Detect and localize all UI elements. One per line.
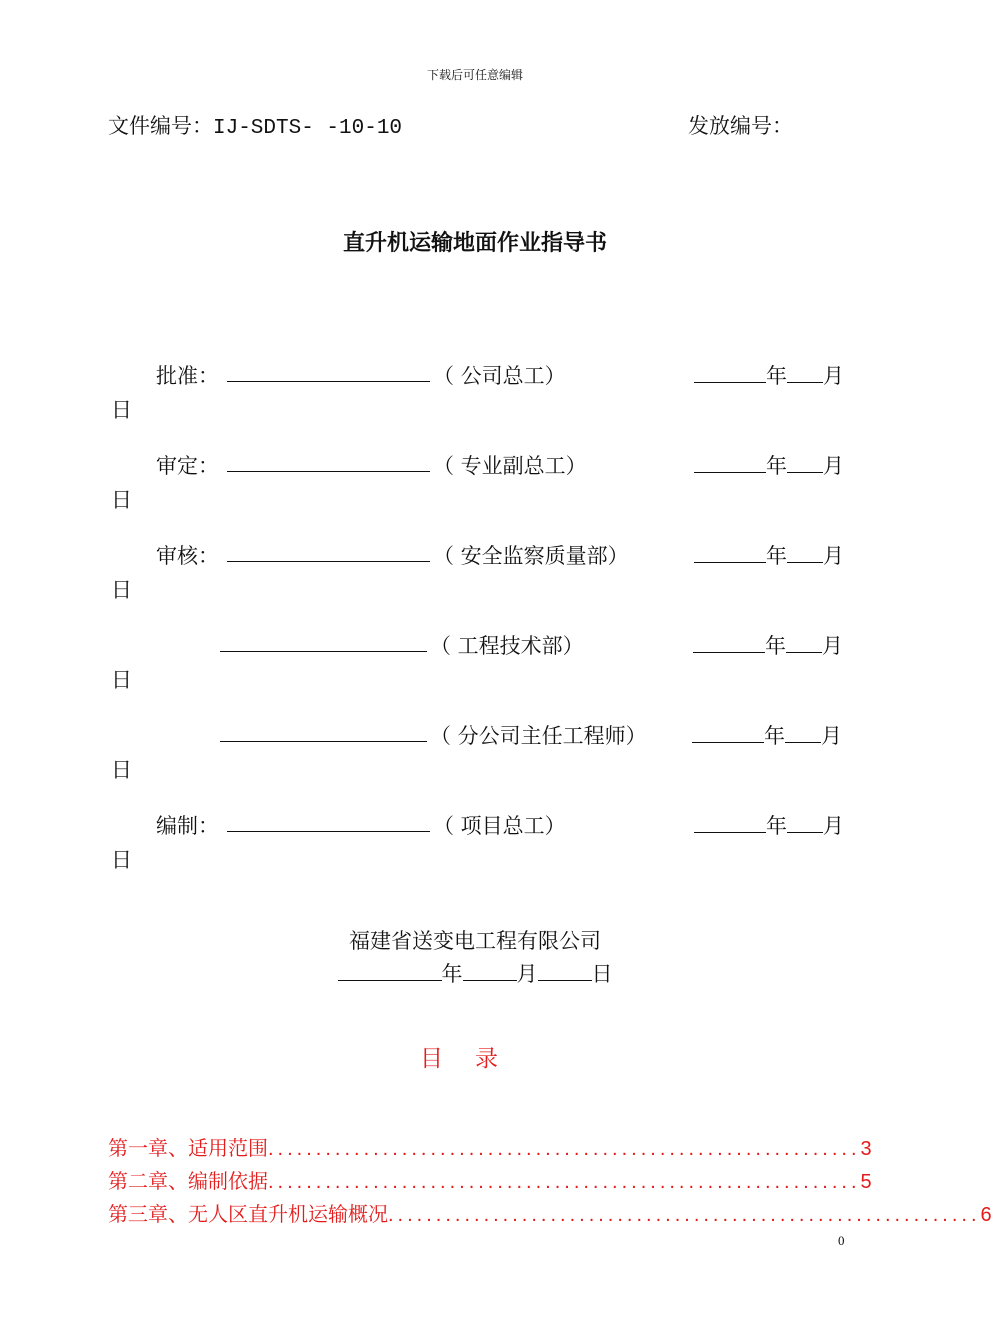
year-line[interactable] bbox=[338, 960, 442, 981]
month-label: 月 bbox=[821, 724, 842, 748]
signature-date bbox=[693, 630, 843, 660]
signature-dept: （ 安全监察质量部） bbox=[433, 544, 629, 568]
year-line[interactable] bbox=[694, 452, 766, 473]
signature-date bbox=[694, 810, 844, 840]
month-label: 月 bbox=[516, 962, 538, 986]
signature-role-compile: 编制： bbox=[156, 814, 219, 838]
toc-name: 编制依据 bbox=[188, 1169, 268, 1193]
day-label: 日 bbox=[111, 398, 132, 422]
month-label: 月 bbox=[823, 814, 844, 838]
file-number-label: 文件编号： bbox=[108, 114, 213, 138]
year-label: 年 bbox=[766, 814, 787, 838]
month-line[interactable] bbox=[787, 812, 823, 833]
file-number bbox=[108, 110, 402, 140]
day-label: 日 bbox=[111, 758, 132, 782]
signature-dept: （ 项目总工） bbox=[433, 814, 566, 838]
toc-page: 5 bbox=[860, 1171, 872, 1193]
signature-date bbox=[692, 720, 842, 750]
year-label: 年 bbox=[764, 724, 785, 748]
toc-leader-dots: .............................................................. bbox=[388, 1204, 981, 1226]
year-label: 年 bbox=[766, 544, 787, 568]
page-number: 0 bbox=[838, 1233, 845, 1248]
month-line[interactable] bbox=[463, 960, 517, 981]
signature-date bbox=[694, 540, 844, 570]
signature-date bbox=[694, 360, 844, 390]
header-note: 下载后可任意编辑 bbox=[426, 68, 523, 82]
toc-name: 适用范围 bbox=[188, 1136, 268, 1160]
signature-line[interactable] bbox=[227, 811, 430, 832]
toc-item[interactable] bbox=[108, 1132, 872, 1161]
signature-line[interactable] bbox=[227, 361, 430, 382]
toc-leader-dots: .............................................................. bbox=[268, 1138, 861, 1160]
issue-number-label: 发放编号： bbox=[688, 114, 793, 138]
toc-chapter: 第三章、 bbox=[108, 1202, 188, 1226]
month-label: 月 bbox=[822, 634, 843, 658]
signature-line[interactable] bbox=[227, 541, 430, 562]
day-label: 日 bbox=[111, 668, 132, 692]
year-line[interactable] bbox=[693, 632, 765, 653]
year-label: 年 bbox=[765, 634, 786, 658]
day-label: 日 bbox=[591, 962, 613, 986]
year-line[interactable] bbox=[694, 542, 766, 563]
toc-name: 无人区直升机运输概况 bbox=[188, 1202, 388, 1226]
year-label: 年 bbox=[441, 962, 463, 986]
year-line[interactable] bbox=[694, 362, 766, 383]
month-label: 月 bbox=[823, 364, 844, 388]
day-label: 日 bbox=[111, 488, 132, 512]
year-line[interactable] bbox=[694, 812, 766, 833]
signature-dept: （ 分公司主任工程师） bbox=[430, 724, 647, 748]
month-line[interactable] bbox=[786, 632, 822, 653]
signature-role-validate: 审定： bbox=[156, 454, 219, 478]
issue-number bbox=[688, 110, 793, 140]
signature-dept: （ 工程技术部） bbox=[430, 634, 584, 658]
signature-role-approve: 批准： bbox=[156, 364, 219, 388]
toc-item[interactable] bbox=[108, 1165, 872, 1194]
toc-chapter: 第一章、 bbox=[108, 1136, 188, 1160]
month-line[interactable] bbox=[787, 542, 823, 563]
signature-dept: （ 专业副总工） bbox=[433, 454, 587, 478]
company-date bbox=[0, 958, 950, 988]
month-line[interactable] bbox=[787, 362, 823, 383]
signature-date bbox=[694, 450, 844, 480]
year-line[interactable] bbox=[692, 722, 764, 743]
day-label: 日 bbox=[111, 848, 132, 872]
signature-line[interactable] bbox=[227, 451, 430, 472]
signature-line[interactable] bbox=[220, 631, 427, 652]
toc-chapter: 第二章、 bbox=[108, 1169, 188, 1193]
company-name: 福建省送变电工程有限公司 bbox=[349, 929, 601, 953]
signature-dept: （ 公司总工） bbox=[433, 364, 566, 388]
month-label: 月 bbox=[823, 544, 844, 568]
day-line[interactable] bbox=[538, 960, 592, 981]
toc-item[interactable] bbox=[108, 1198, 992, 1227]
year-label: 年 bbox=[766, 364, 787, 388]
month-label: 月 bbox=[823, 454, 844, 478]
toc-title: 目录 bbox=[420, 1046, 530, 1072]
month-line[interactable] bbox=[785, 722, 821, 743]
day-label: 日 bbox=[111, 578, 132, 602]
document-title: 直升机运输地面作业指导书 bbox=[342, 231, 607, 256]
signature-role-review: 审核： bbox=[156, 544, 219, 568]
toc-leader-dots: .............................................................. bbox=[268, 1171, 861, 1193]
month-line[interactable] bbox=[787, 452, 823, 473]
signature-line[interactable] bbox=[220, 721, 427, 742]
toc-page: 3 bbox=[860, 1138, 872, 1160]
toc-page: 6 bbox=[980, 1204, 992, 1226]
file-number-code: IJ-SDTS- -10-10 bbox=[213, 117, 403, 140]
year-label: 年 bbox=[766, 454, 787, 478]
